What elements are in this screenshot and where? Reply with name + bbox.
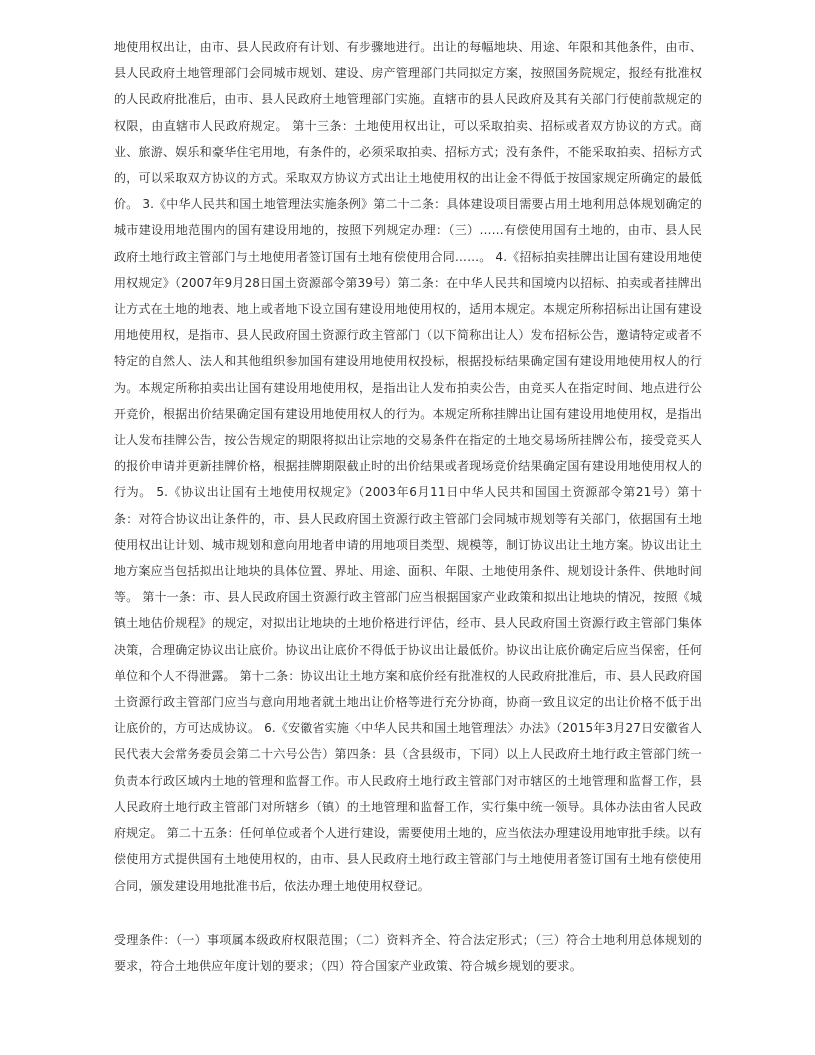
acceptance-conditions-paragraph: 受理条件：（一）事项属本级政府权限范围；（二）资料齐全、符合法定形式；（三）符合土地利用总体规划的要求，符合土地供应年度计划的要求；（四）符合国家产业政策、符合城乡规划的要求。: [114, 932, 702, 973]
document-body: [114, 34, 702, 979]
legal-basis-paragraph: 地使用权出让，由市、县人民政府有计划、有步骤地进行。出让的每幅地块、用途、年限和其他条件，由市、县人民政府土地管理部门会同城市规划、建设、房产管理部门共同拟定方案，按照国务院规定，报经有批准权的人民政府批准后，由市、县人民政府土地管理部门实施。直辖市的县人民政府及其有关部门行使前款规定的权限，由直辖市人民政府规定。 第十三条：土地使用权出让，可以采取拍卖、招标或者双方协议的方式。商业、旅游、娱乐和豪华住宅用地，有条件的，必须采取拍卖、招标方式；没有条件，不能采取拍卖、招标方式的，可以采取双方协议的方式。采取双方协议方式出让土地使用权的出让金不得低于按国家规定所确定的最低价。 3.《中华人民共和国土地管理法实施条例》第二十二条：具体建设项目需要占用土地利用总体规划确定的城市建设用地范围内的国有建设用地的，按照下列规定办理：（三）……有偿使用国有土地的，由市、县人民政府土地行政主管部门与土地使用者签订国有土地有偿使用合同……。 4.《招标拍卖挂牌出让国有建设用地使用权规定》（2007年9月28日国土资源部令第39号）第二条：在中华人民共和国境内以招标、拍卖或者挂牌出让方式在土地的地表、地上或者地下设立国有建设用地使用权的，适用本规定。本规定所称招标出让国有建设用地使用权，是指市、县人民政府国土资源行政主管部门（以下简称出让人）发布招标公告，邀请特定或者不特定的自然人、法人和其他组织参加国有建设用地使用权投标，根据投标结果确定国有建设用地使用权人的行为。本规定所称拍卖出让国有建设用地使用权，是指出让人发布拍卖公告，由竞买人在指定时间、地点进行公开竞价，根据出价结果确定国有建设用地使用权人的行为。本规定所称挂牌出让国有建设用地使用权，是指出让人发布挂牌公告，按公告规定的期限将拟出让宗地的交易条件在指定的土地交易场所挂牌公布，接受竞买人的报价申请并更新挂牌价格，根据挂牌期限截止时的出价结果或者现场竞价结果确定国有建设用地使用权人的行为。 5.《协议出让国有土地使用权规定》（2003年6月11日中华人民共和国国土资源部令第21号）第十条：对符合协议出让条件的，市、县人民政府国土资源行政主管部门会同城市规划等有关部门，依据国有土地使用权出让计划、城市规划和意向用地者申请的用地项目类型、规模等，制订协议出让土地方案。协议出让土地方案应当包括拟出让地块的具体位置、界址、用途、面积、年限、土地使用条件、规划设计条件、供地时间等。 第十一条：市、县人民政府国土资源行政主管部门应当根据国家产业政策和拟出让地块的情况，按照《城镇土地估价规程》的规定，对拟出让地块的土地价格进行评估，经市、县人民政府国土资源行政主管部门集体决策，合理确定协议出让底价。协议出让底价不得低于协议出让最低价。协议出让底价确定后应当保密，任何单位和个人不得泄露。 第十二条：协议出让土地方案和底价经有批准权的人民政府批准后，市、县人民政府国土资源行政主管部门应当与意向用地者就土地出让价格等进行充分协商，协商一致且议定的出让价格不低于出让底价的，方可达成协议。 6.《安徽省实施〈中华人民共和国土地管理法〉办法》（2015年3月27日安徽省人民代表大会常务委员会第二十六号公告）第四条：县（含县级市，下同）以上人民政府土地行政主管部门统一负责本行政区域内土地的管理和监督工作。市人民政府土地行政主管部门对市辖区的土地管理和监督工作，县人民政府土地行政主管部门对所辖乡（镇）的土地管理和监督工作，实行集中统一领导。具体办法由省人民政府规定。 第二十五条：任何单位或者个人进行建设，需要使用土地的，应当依法办理建设用地审批手续。以有偿使用方式提供国有土地使用权的，由市、县人民政府土地行政主管部门与土地使用者签订国有土地有偿使用合同，颁发建设用地批准书后，依法办理土地使用权登记。: [114, 40, 702, 893]
